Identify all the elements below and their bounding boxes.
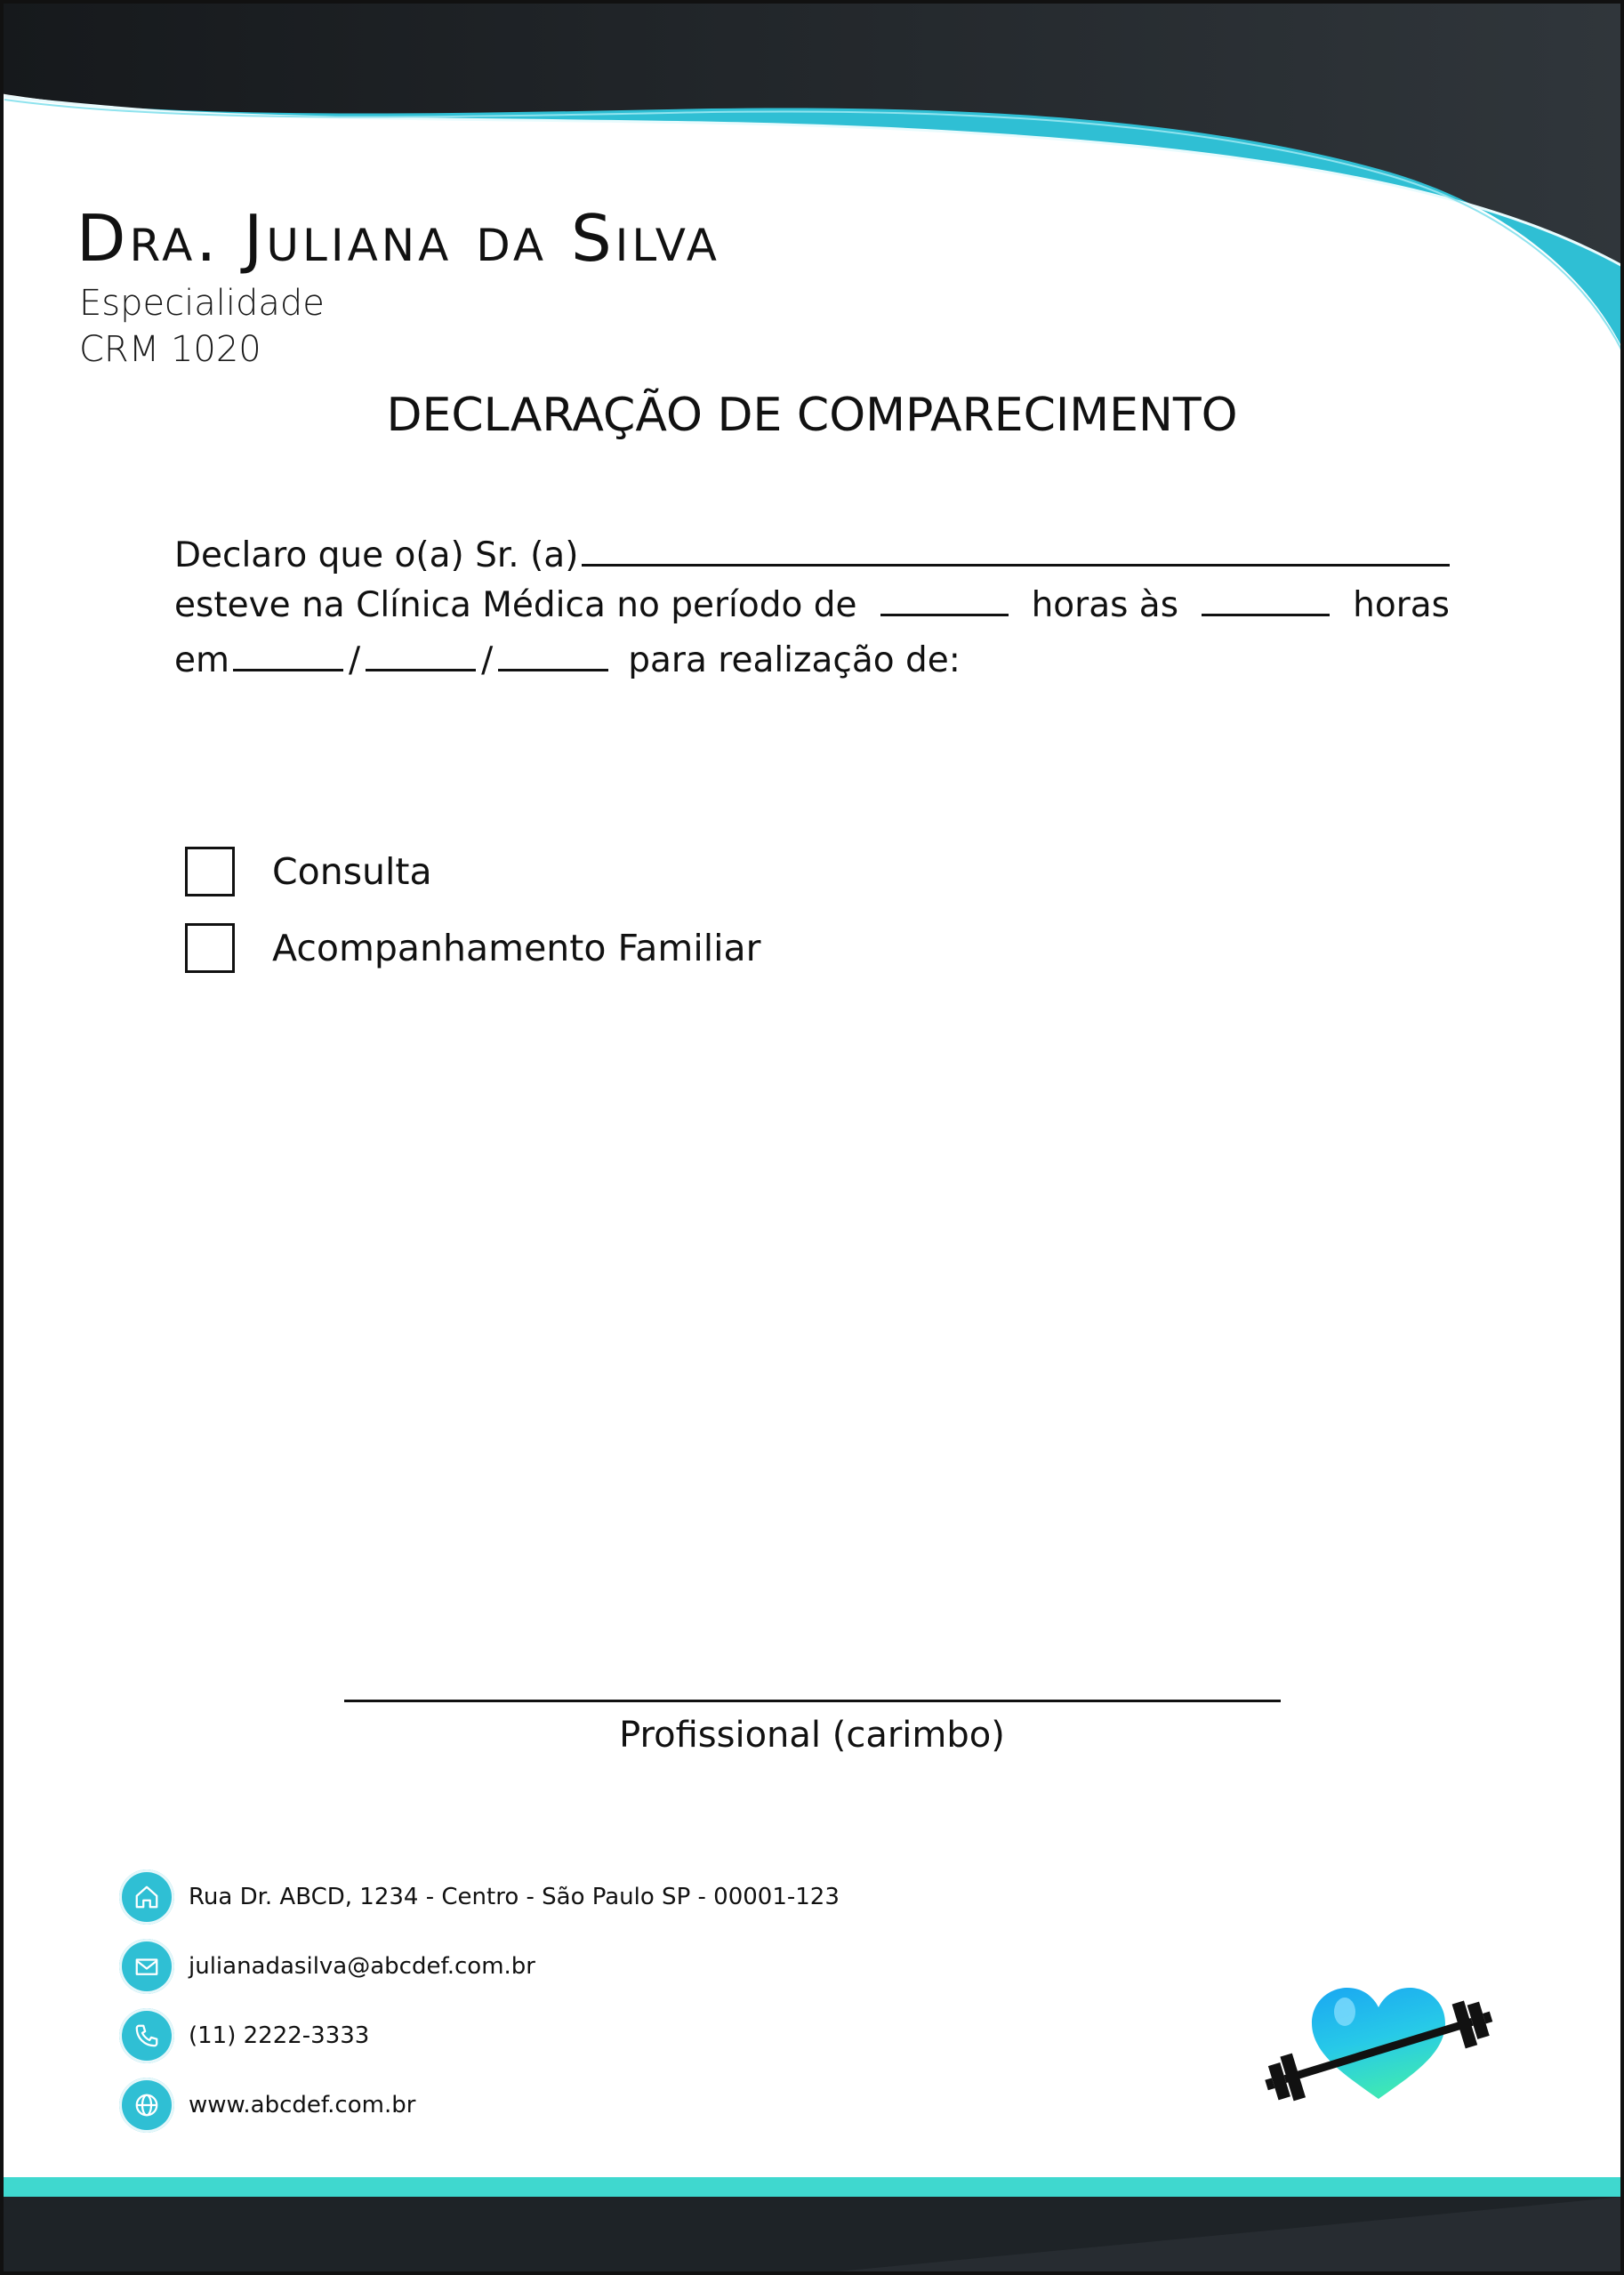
mail-icon: [119, 1939, 174, 1994]
signature-line: [344, 1700, 1281, 1702]
day-field[interactable]: [233, 642, 343, 671]
globe-icon: [119, 2078, 174, 2133]
signature-label: Profissional (carimbo): [619, 1715, 1005, 1756]
email-text[interactable]: julianadasilva@abcdef.com.br: [189, 1953, 535, 1980]
declaration-text: horas: [1353, 585, 1450, 625]
document-title: DECLARAÇÃO DE COMPARECIMENTO: [386, 389, 1238, 442]
contact-address: [119, 1869, 840, 1925]
contact-website: [119, 2078, 415, 2133]
declaration-line-1: [174, 530, 1450, 577]
end-time-field[interactable]: [1202, 587, 1330, 616]
option-label: Acompanhamento Familiar: [272, 927, 761, 969]
heart-dumbbell-icon: [1263, 1974, 1494, 2117]
date-separator: /: [481, 640, 494, 680]
declaration-text: em: [174, 640, 229, 680]
declaration-line-2: [174, 585, 1450, 627]
crm-number: CRM 1020: [79, 329, 261, 370]
declaration-text: esteve na Clínica Médica no período de: [174, 585, 857, 625]
website-text[interactable]: www.abcdef.com.br: [189, 2092, 416, 2118]
start-time-field[interactable]: [880, 587, 1009, 616]
specialty: Especialidade: [79, 283, 325, 324]
consulta-checkbox[interactable]: [185, 847, 235, 896]
option-consulta[interactable]: [185, 847, 432, 896]
declaration-line-3: [174, 640, 1450, 682]
phone-text: (11) 2222-3333: [189, 2022, 370, 2049]
declaration-text: para realização de:: [628, 640, 961, 680]
footer-background: [0, 2170, 1624, 2275]
declaration-text: Declaro que o(a) Sr. (a): [174, 535, 579, 575]
contact-email: [119, 1939, 535, 1994]
footer-teal-stripe: [0, 2177, 1624, 2197]
contact-phone: [119, 2008, 369, 2063]
declaration-text: horas às: [1031, 585, 1179, 625]
option-label: Consulta: [272, 850, 432, 893]
date-separator: /: [349, 640, 361, 680]
doctor-name: Dra. Juliana da Silva: [76, 201, 720, 276]
home-icon: [119, 1869, 174, 1925]
option-acompanhamento[interactable]: [185, 923, 761, 973]
patient-name-field[interactable]: [582, 530, 1450, 567]
year-field[interactable]: [498, 642, 608, 671]
address-text: Rua Dr. ABCD, 1234 - Centro - São Paulo SP - 00001-123: [189, 1884, 840, 1910]
phone-icon: [119, 2008, 174, 2063]
acompanhamento-checkbox[interactable]: [185, 923, 235, 973]
month-field[interactable]: [366, 642, 476, 671]
